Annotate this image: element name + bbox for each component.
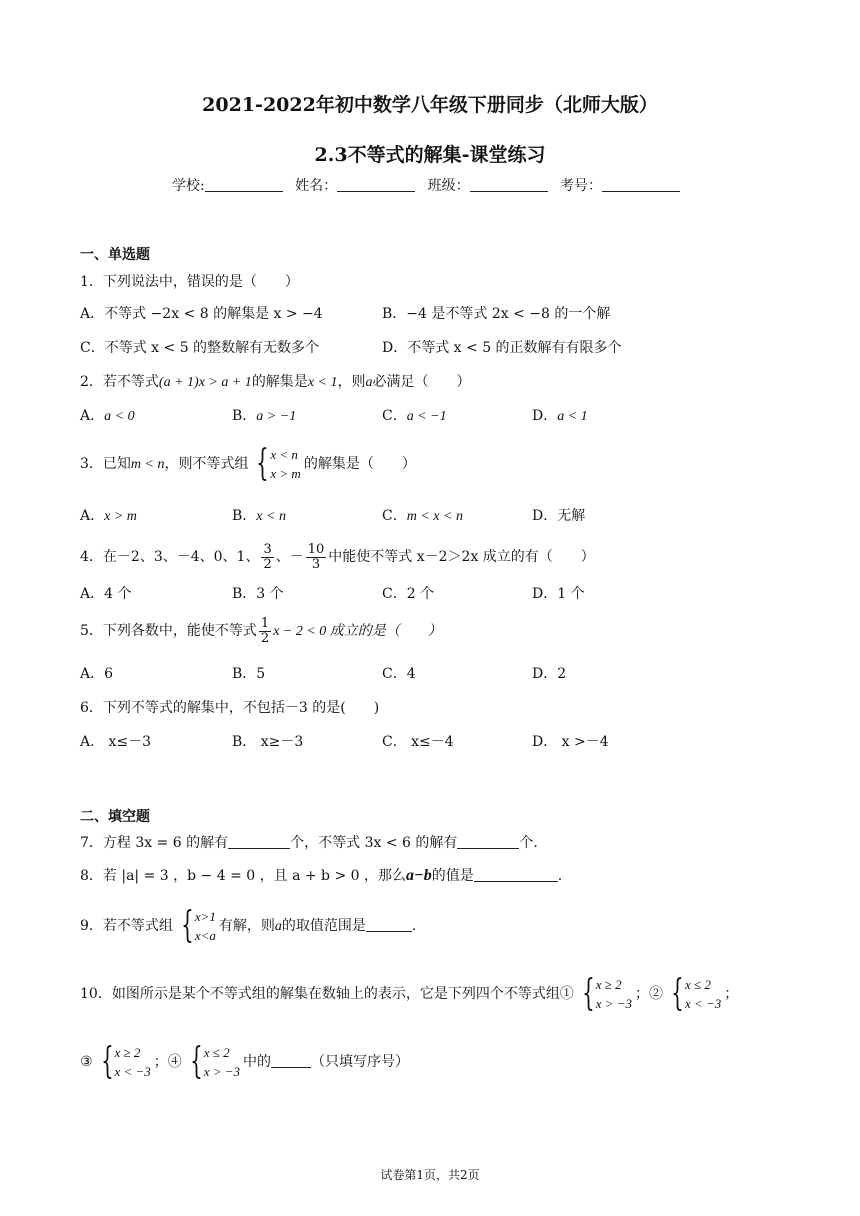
question-2-option-c: C．a < −1 [382, 408, 447, 424]
q10-system-1: { x ≥ 2 x > −3 [581, 973, 633, 1014]
question-5-option-c: C．4 [382, 666, 416, 682]
question-2-option-a: A．a < 0 [80, 408, 135, 424]
question-2-stem: 2．若不等式(a + 1)x > a + 1的解集是x < 1，则a必满足（ ） [80, 374, 471, 390]
section-heading-fill-blank: 二、填空题 [80, 809, 150, 825]
q10-system-2: { x ≤ 2 x < −3 [671, 973, 722, 1014]
q10-system-4: { x ≤ 2 x > −3 [189, 1041, 241, 1082]
question-2-option-d: D．a < 1 [532, 408, 588, 424]
question-2-option-b: B．a > −1 [232, 408, 297, 424]
q4-fraction-3-2: $\frac{3}{2}$ [263, 541, 272, 572]
q3-inequality-system: { x < n x > m [256, 443, 301, 484]
question-3-option-b: B．x < n [232, 508, 286, 524]
q10-answer-blank[interactable] [271, 1053, 311, 1068]
question-1-option-b: B．−4 是不等式 2x < −8 的一个解 [382, 306, 611, 322]
question-9-stem: 9．若不等式组 { x>1 x<a 有解，则a的取值范围是 . [80, 905, 417, 946]
question-10-stem-line-1: 10．如图所示是某个不等式组的解集在数轴上的表示，它是下列四个不等式组① { x ≥ 2 x > −3 ；② { x ≤ 2 x < −3 ； [80, 973, 739, 1014]
section-heading-single-choice: 一、单选题 [80, 247, 150, 263]
question-10-stem-line-2: ③ { x ≥ 2 x < −3 ；④ { x ≤ 2 x > −3 中的 （只填写序号） [80, 1041, 410, 1082]
exam-no-label: 考号： [560, 178, 603, 194]
question-4-option-b: B．3 个 [232, 586, 284, 602]
question-5-stem: 5．下列各数中，能使不等式 $\frac{1}{2}$ x − 2 < 0 成立的是（ ） [80, 615, 442, 646]
question-7-stem: 7．方程 3x = 6 的解有 个，不等式 3x < 6 的解有 个. [80, 835, 538, 851]
question-8-stem: 8．若 |a| = 3 ，b − 4 = 0 ，且 a + b > 0 ，那么a−b的值是 . [80, 867, 563, 884]
q8-answer-blank[interactable] [474, 867, 558, 882]
class-blank [470, 177, 548, 192]
q9-answer-blank[interactable] [366, 917, 412, 932]
q8-expression: a−b [406, 867, 432, 884]
question-3-option-c: C．m < x < n [382, 508, 463, 524]
school-label: 学校: [171, 178, 205, 194]
question-6-option-c: C． x≤－4 [382, 734, 454, 750]
name-blank [337, 177, 415, 192]
q7-answer-blank-2[interactable] [457, 834, 519, 849]
question-1-stem: 1．下列说法中，错误的是（ ） [80, 274, 299, 290]
exam-no-blank [602, 177, 680, 192]
question-4-option-a: A．4 个 [80, 586, 132, 602]
page-title: 2021-2022年初中数学八年级下册同步（北师大版） [202, 94, 658, 116]
question-4-option-d: D．1 个 [532, 586, 585, 602]
question-3-option-a: A．x > m [80, 508, 137, 524]
question-6-option-d: D． x >－4 [532, 734, 609, 750]
q4-fraction-10-3: $\frac{10}{3}$ [307, 541, 325, 572]
class-label: 班级： [427, 178, 470, 194]
question-5-option-b: B．5 [232, 666, 266, 682]
question-3-option-d: D．无解 [532, 508, 586, 524]
page-footer: 试卷第1页，共2页 [380, 1168, 480, 1182]
question-4-option-c: C．2 个 [382, 586, 435, 602]
q9-inequality-system: { x>1 x<a [181, 905, 216, 946]
q7-answer-blank-1[interactable] [228, 834, 290, 849]
q2-inequality: (a + 1)x > a + 1 [158, 375, 252, 390]
question-5-option-d: D．2 [532, 666, 567, 682]
question-1-option-c: C．不等式 x < 5 的整数解有无数多个 [80, 340, 320, 356]
question-1-option-a: A．不等式 −2x < 8 的解集是 x > −4 [80, 306, 323, 322]
question-6-option-b: B． x≥－3 [232, 734, 304, 750]
question-5-option-a: A．6 [80, 666, 114, 682]
question-4-stem: 4．在－2、3、－4、0、1、 $\frac{3}{2}$ 、－ $\frac{10}{3}$ 中能使不等式 x－2＞2x 成立的有（ ） [80, 541, 595, 572]
school-blank [205, 177, 283, 192]
question-6-stem: 6．下列不等式的解集中，不包括－3 的是( ) [80, 700, 380, 716]
q10-system-3: { x ≥ 2 x < −3 [100, 1041, 151, 1082]
question-3-stem: 3．已知m < n，则不等式组 { x < n x > m 的解集是（ ） [80, 443, 416, 484]
name-label: 姓名： [295, 178, 338, 194]
question-1-option-d: D．不等式 x < 5 的正数解有有限多个 [382, 340, 622, 356]
page-subtitle: 2.3不等式的解集-课堂练习 [314, 144, 546, 166]
question-6-option-a: A． x≤－3 [80, 734, 152, 750]
student-info-line [0, 175, 860, 195]
q5-fraction-1-2: $\frac{1}{2}$ [260, 615, 270, 646]
q2-solution-set: x < 1 [307, 375, 338, 390]
